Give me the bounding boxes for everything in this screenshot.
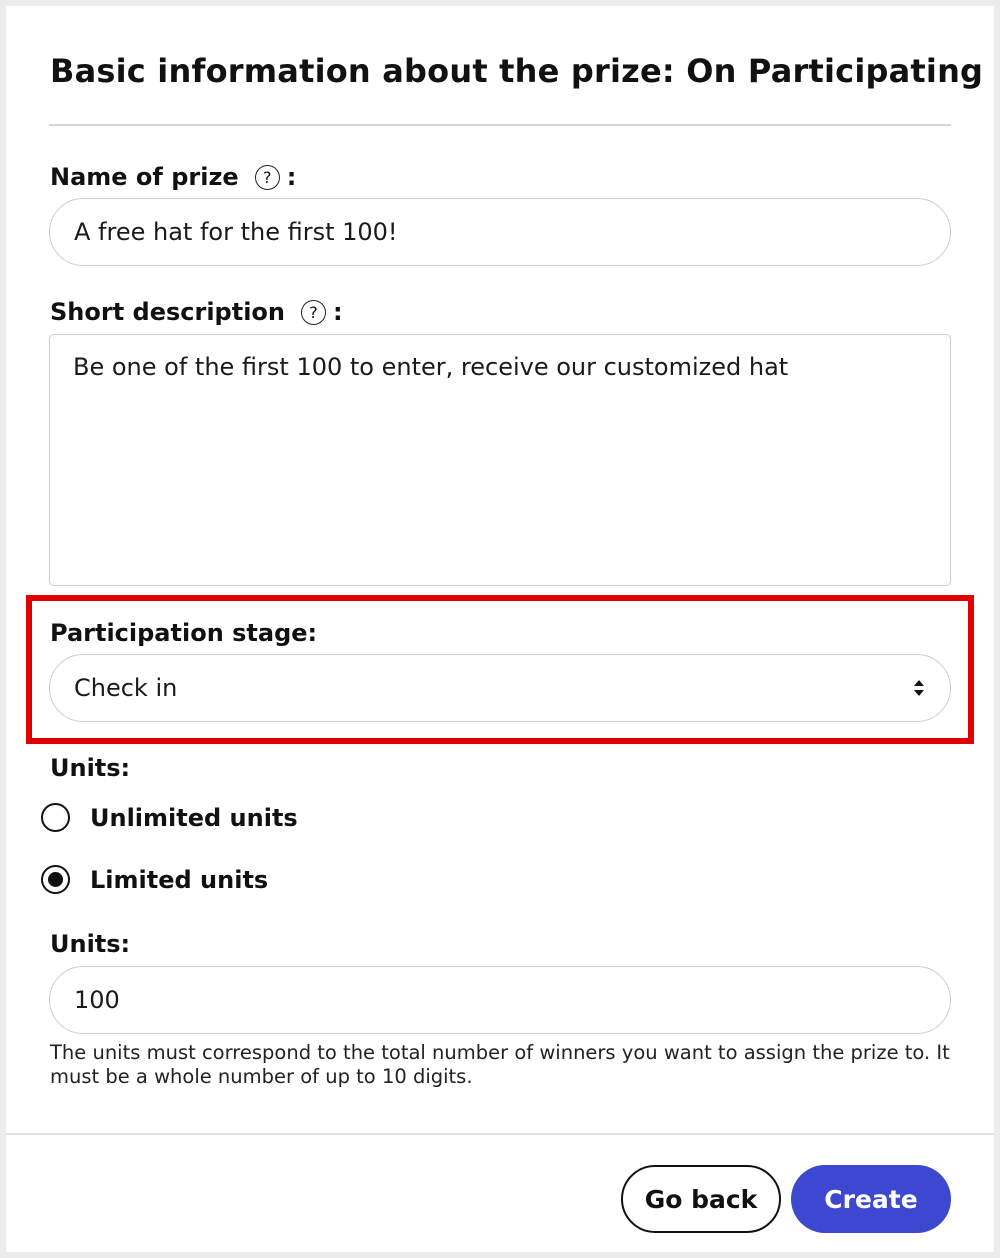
radio-button-selected[interactable]	[41, 865, 70, 894]
title-divider	[49, 124, 951, 126]
footer-divider	[6, 1133, 994, 1135]
help-icon[interactable]: ?	[301, 300, 326, 325]
name-of-prize-label	[50, 163, 296, 191]
label-colon: :	[333, 298, 343, 326]
radio-limited-units[interactable]	[41, 865, 268, 894]
short-description-textarea[interactable]	[49, 334, 951, 586]
go-back-button[interactable]: Go back	[621, 1165, 781, 1233]
sort-arrows-icon	[913, 680, 925, 696]
short-description-label-text: Short description	[50, 298, 286, 326]
radio-unlimited-label: Unlimited units	[90, 803, 298, 832]
short-description-label	[50, 298, 343, 326]
radio-limited-label: Limited units	[90, 865, 269, 894]
prize-form-card	[6, 6, 994, 1252]
radio-button-unselected[interactable]	[41, 803, 70, 832]
radio-dot	[48, 872, 63, 887]
units-choice-label: Units:	[50, 754, 131, 782]
help-icon[interactable]: ?	[255, 165, 280, 190]
units-label: Units:	[50, 930, 131, 958]
create-button[interactable]: Create	[791, 1165, 951, 1233]
units-value: 100	[74, 986, 120, 1014]
prize-name-input[interactable]	[49, 198, 951, 266]
page-title: Basic information about the prize: On Participating	[50, 52, 984, 90]
participation-stage-label: Participation stage:	[50, 619, 318, 647]
short-description-value: Be one of the first 100 to enter, receive our customized hat	[73, 353, 789, 381]
prize-name-value: A free hat for the first 100!	[74, 218, 398, 246]
name-of-prize-label-text: Name of prize	[50, 163, 239, 191]
units-input[interactable]	[49, 966, 951, 1034]
label-colon: :	[286, 163, 297, 191]
radio-unlimited-units[interactable]	[41, 803, 298, 832]
participation-stage-select[interactable]	[49, 654, 951, 722]
participation-stage-value: Check in	[74, 674, 178, 702]
units-helper-text: The units must correspond to the total number of winners you want to assign the prize to. It must be a whole number of up to 10 digits.	[50, 1041, 950, 1088]
